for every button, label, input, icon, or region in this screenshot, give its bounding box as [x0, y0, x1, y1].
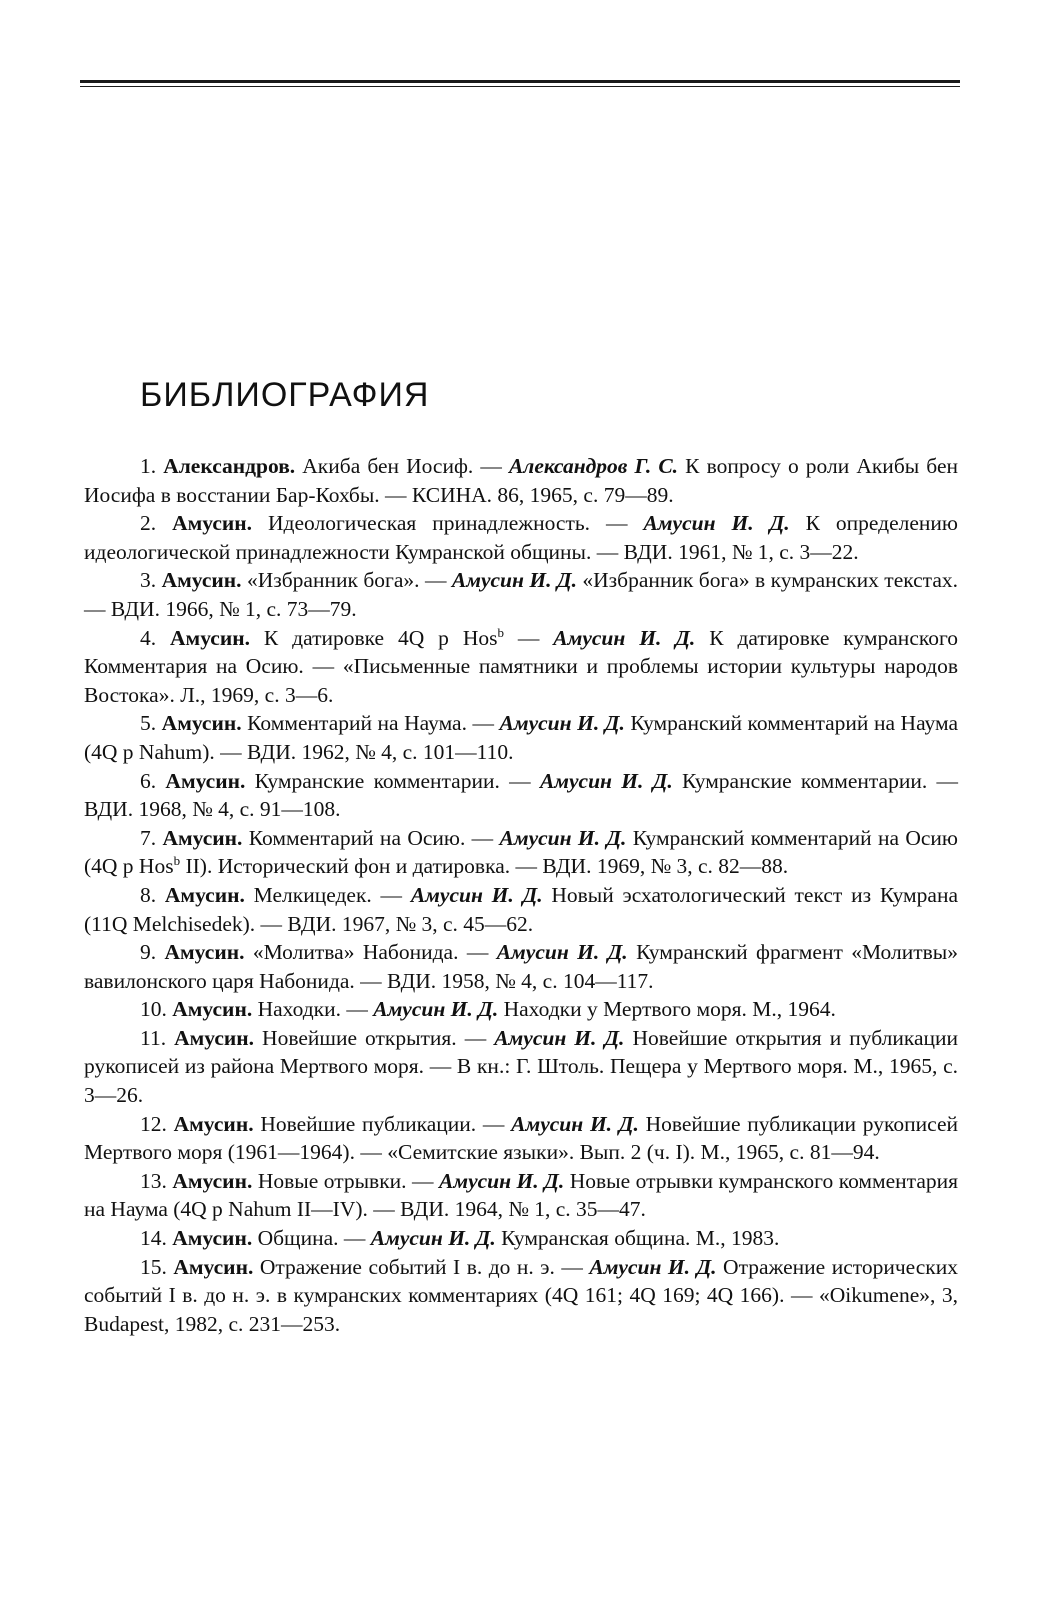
entry-short-title: Кумранские комментарии. —	[245, 768, 540, 793]
entry-short-author: Амусин.	[174, 1025, 255, 1050]
bibliography-entry	[84, 1167, 958, 1224]
entry-author: Амусин И. Д.	[539, 768, 673, 793]
entry-number: 14.	[140, 1226, 167, 1251]
entry-short-author: Амусин.	[164, 940, 245, 965]
entry-short-author: Амусин.	[165, 768, 246, 793]
entry-short-author: Амусин.	[172, 511, 253, 536]
entry-number: 9.	[140, 940, 157, 965]
entry-author: Амусин И. Д.	[370, 1226, 496, 1251]
entry-short-author: Амусин.	[164, 882, 245, 907]
entry-short-title: Находки. —	[252, 997, 374, 1022]
entry-text: Кумранский фрагмент «Молитвы» вавилонского царя Набонида. — ВДИ. 1958, № 4, с. 104—117.	[84, 940, 959, 993]
entry-short-title: Новые отрывки. —	[252, 1168, 440, 1193]
entry-text-tail: II). Исторический фон и датировка. — ВДИ. 1969, № 3, с. 82—88.	[180, 854, 789, 879]
entry-text: К вопросу о роли Акибы бен Иосифа в восстании Бар-Кохбы. — КСИНА. 86, 1965, с. 79—89.	[84, 454, 958, 507]
entry-author: Амусин И. Д.	[511, 1111, 639, 1136]
entry-short-title: Комментарий на Осию. —	[242, 825, 500, 850]
bibliography-entry	[84, 881, 958, 938]
entry-text: Кумранский комментарий на Осию (4Q p Hos	[84, 825, 958, 879]
entry-text: Новейшие публикации рукописей Мертвого моря (1961—1964). — «Семитские языки». Вып. 2 (ч. I). М., 1965, с. 81—94.	[84, 1111, 958, 1165]
entry-short-title: Отражение событий I в. до н. э. —	[253, 1254, 590, 1279]
bibliography-entry	[84, 824, 958, 881]
entry-short-title-tail: —	[503, 625, 554, 650]
entry-number: 5.	[140, 711, 157, 736]
top-rule-thick	[80, 80, 960, 83]
entry-author: Амусин И. Д.	[494, 1025, 625, 1050]
entry-short-title: Община. —	[252, 1226, 371, 1251]
entry-number: 1.	[140, 454, 157, 478]
entry-author: Амусин И. Д.	[499, 711, 625, 736]
entry-text: Новый эсхатологический текст из Кумрана (11Q Melchisedek). — ВДИ. 1967, № 3, с. 45—62.	[84, 882, 959, 936]
bibliography-entry	[84, 767, 958, 824]
bibliography-entry	[84, 452, 958, 509]
entry-short-title: Акиба бен Иосиф. —	[295, 454, 509, 478]
page-title: БИБЛИОГРАФИЯ	[140, 376, 430, 414]
bibliography-entry	[84, 1110, 958, 1167]
entry-short-title: Комментарий на Наума. —	[241, 711, 500, 736]
entry-author: Амусин И. Д.	[410, 882, 543, 907]
entry-number: 2.	[140, 511, 157, 536]
entry-short-author: Амусин.	[173, 1111, 254, 1136]
entry-text: Новейшие открытия и публикации рукописей из района Мертвого моря. — В кн.: Г. Штоль. Пещера у Мертвого моря. М., 1965, с. 3—26.	[84, 1025, 959, 1108]
entry-text: К датировке кумранского Комментария на Осию. — «Письменные памятники и проблемы истории культуры народов Востока». Л., 1969, с. 3—6.	[84, 625, 958, 707]
entry-short-title: Новейшие публикации. —	[253, 1111, 512, 1136]
entry-short-author: Амусин.	[161, 568, 242, 593]
bibliography-entry	[84, 1224, 958, 1253]
entry-short-author: Амусин.	[172, 1168, 253, 1193]
entry-short-title: «Избранник бога». —	[241, 568, 452, 593]
bibliography-entry	[84, 709, 958, 766]
bibliography-entry	[84, 624, 958, 710]
entry-short-author: Амусин.	[172, 1226, 253, 1251]
entry-text: «Избранник бога» в кумранских текстах. — ВДИ. 1966, № 1, с. 73—79.	[84, 568, 959, 621]
entry-number: 10.	[140, 997, 167, 1022]
entry-author: Амусин И. Д.	[496, 940, 628, 965]
entry-short-author: Амусин.	[161, 711, 242, 736]
entry-short-title: «Молитва» Набонида. —	[244, 940, 497, 965]
entry-number: 13.	[140, 1168, 167, 1193]
entry-author: Амусин И. Д.	[439, 1168, 565, 1193]
bibliography-list	[84, 452, 958, 1338]
entry-text: Находки у Мертвого моря. М., 1964.	[498, 997, 836, 1022]
entry-text: Кумранские комментарии. — ВДИ. 1968, № 4, с. 91—108.	[84, 768, 958, 822]
entry-number: 4.	[140, 625, 157, 650]
entry-superscript: b	[173, 853, 181, 869]
entry-author: Александров Г. С.	[508, 454, 679, 478]
bibliography-entry	[84, 938, 958, 995]
entry-number: 12.	[140, 1111, 167, 1136]
entry-text: Кумранская община. М., 1983.	[495, 1226, 780, 1251]
entry-author: Амусин И. Д.	[373, 997, 499, 1022]
entry-short-author: Амусин.	[170, 625, 250, 650]
entry-number: 11.	[140, 1025, 167, 1050]
bibliography-entry	[84, 566, 958, 623]
entry-short-title: Новейшие открытия. —	[254, 1025, 495, 1050]
entry-number: 8.	[140, 882, 157, 907]
entry-short-author: Александров.	[163, 454, 296, 478]
entry-short-title: К датировке 4Q p Hos	[249, 625, 498, 650]
entry-author: Амусин И. Д.	[643, 511, 790, 536]
entry-short-title: Мелкицедек. —	[244, 882, 411, 907]
top-rule-thin	[80, 86, 960, 87]
entry-author: Амусин И. Д.	[451, 568, 577, 593]
bibliography-entry	[84, 995, 958, 1024]
bibliography-entry	[84, 509, 958, 566]
entry-short-author: Амусин.	[173, 1254, 254, 1279]
entry-text: Кумранский комментарий на Наума (4Q p Nahum). — ВДИ. 1962, № 4, с. 101—110.	[84, 711, 958, 764]
entry-number: 6.	[140, 768, 157, 793]
entry-author: Амусин И. Д.	[553, 625, 696, 650]
entry-text: К определению идеологической принадлежности Кумранской общины. — ВДИ. 1961, № 1, с. 3—22.	[84, 511, 958, 564]
entry-author: Амусин И. Д.	[589, 1254, 717, 1279]
bibliography-entry	[84, 1024, 958, 1110]
entry-short-author: Амусин.	[162, 825, 243, 850]
entry-number: 7.	[140, 825, 157, 850]
entry-short-author: Амусин.	[172, 997, 253, 1022]
entry-short-title: Идеологическая принадлежность. —	[252, 511, 644, 536]
entry-text: Отражение исторических событий I в. до н. э. в кумранских комментариях (4Q 161; 4Q 169; 4Q 166). — «Oikumene», 3, Budapest, 1982, с. 231—253.	[84, 1254, 958, 1336]
entry-number: 15.	[140, 1254, 167, 1279]
entry-number: 3.	[140, 568, 157, 593]
entry-text: Новые отрывки кумранского комментария на Наума (4Q p Nahum II—IV). — ВДИ. 1964, № 1, с. 35—47.	[84, 1168, 959, 1222]
entry-superscript: b	[497, 624, 504, 640]
entry-author: Амусин И. Д.	[499, 825, 627, 850]
bibliography-entry	[84, 1253, 958, 1339]
